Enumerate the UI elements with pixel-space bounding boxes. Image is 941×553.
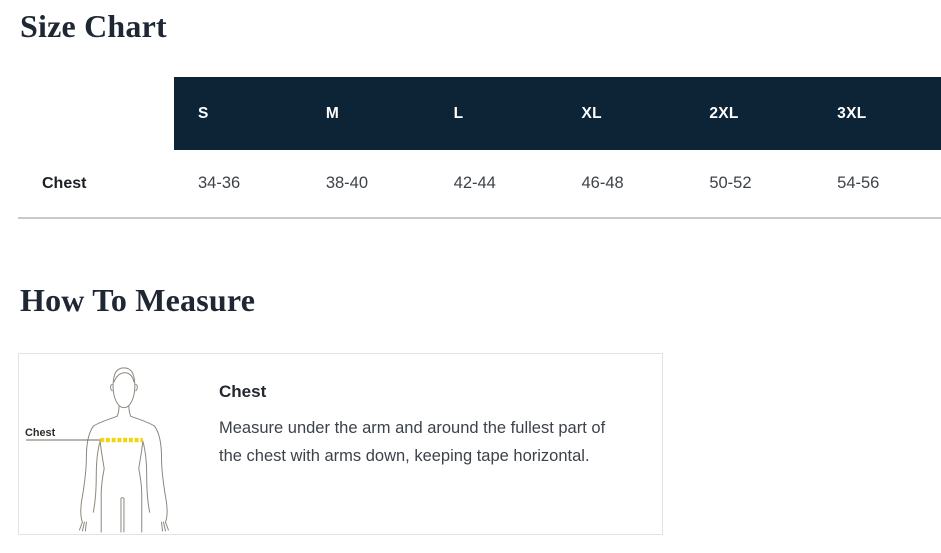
size-value-cell: 46-48 [558,150,686,219]
figure-left-inner-arm [93,441,100,512]
size-value-cell: 50-52 [685,150,813,219]
size-value-cell: 54-56 [813,150,941,219]
figure-hairline [114,373,134,382]
size-chart-table [18,77,941,219]
how-to-measure-title: How To Measure [20,282,256,318]
figure-right-arm [155,426,168,522]
figure-right-torso [139,441,143,532]
measure-card-description: Measure under the arm and around the fullest part of the chest with arms down, keeping tape horizontal. [219,419,606,465]
figure-left-hand [79,522,86,531]
size-value-cell: 42-44 [430,150,558,219]
figure-left-torso [100,441,104,532]
figure-chest-label: Chest [25,427,56,440]
figure-left-arm [81,426,94,522]
measurement-row-label: Chest [18,150,174,219]
size-column-header: 2XL [685,77,813,150]
figure-head [113,368,135,408]
figure-shoulders [93,416,154,426]
size-chart-corner-cell [18,77,174,150]
size-column-header: L [430,77,558,150]
figure-right-inner-arm [143,441,150,512]
measure-card-heading: Chest [219,382,267,401]
size-column-header: S [174,77,302,150]
measure-card [18,353,663,535]
size-value-cell: 34-36 [174,150,302,219]
figure-right-hand [162,522,169,531]
size-chart-title: Size Chart [20,8,167,44]
body-measurement-illustration [19,354,219,534]
size-column-header: XL [558,77,686,150]
figure-ears [111,385,138,391]
measure-card-text [219,354,611,534]
size-column-header: 3XL [813,77,941,150]
figure-inseam [121,498,124,532]
size-column-header: M [302,77,430,150]
size-value-cell: 38-40 [302,150,430,219]
